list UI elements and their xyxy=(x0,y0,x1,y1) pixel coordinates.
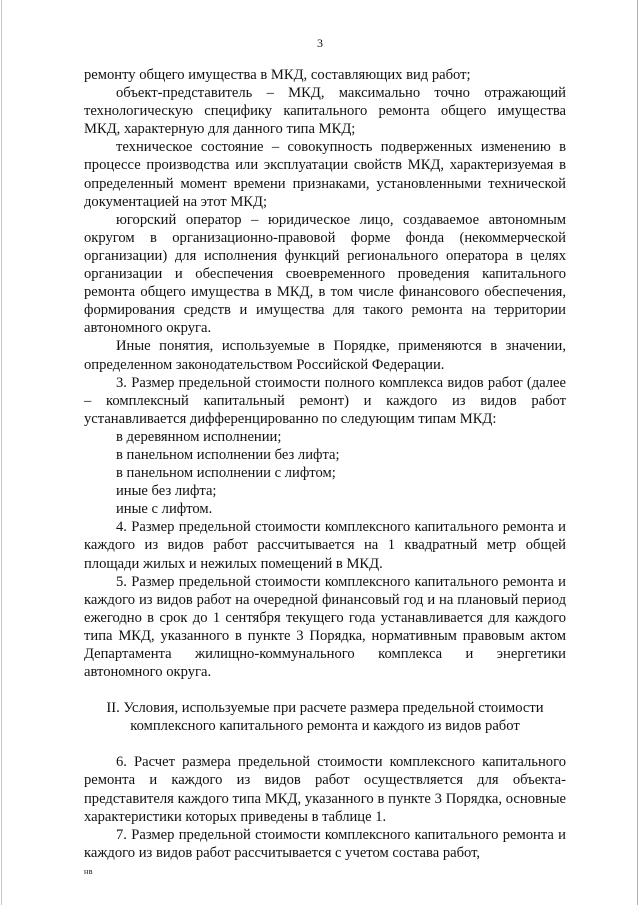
section-heading xyxy=(84,699,566,735)
paragraph: 4. Размер предельной стоимости комплексного капитального ремонта и каждого из видов работ рассчитывается на 1 квадратный метр общей площади жилых и нежилых помещений в МКД. xyxy=(84,519,566,572)
page-edge-left xyxy=(1,0,2,905)
paragraph: 5. Размер предельной стоимости комплексного капитального ремонта и каждого из видов работ на очередной финансовый год и на плановый период ежегодно в срок до 1 сентября текущего года устанавливается для каждого типа МКД, указанного в пункте 3 Порядка, нормативным правовым актом Департамента жилищно-коммунального комплекса и энергетики автономного округа. xyxy=(84,573,566,681)
paragraph: Иные понятия, используемые в Порядке, применяются в значении, определенном законодательством Российской Федерации. xyxy=(84,338,566,373)
paragraph: югорский оператор – юридическое лицо, создаваемое автономным округом в организационно-правовой форме фонда (некоммерческой организации) для исполнения функций регионального оператора в целях организации и обеспечения своевременного проведения капитального ремонта общего имущества в МКД, в том числе финансового обеспечения, формирования средств и имущества для такого ремонта на территории автономного округа. xyxy=(84,211,566,337)
paragraph-group-conditions xyxy=(84,753,566,862)
paragraph: техническое состояние – совокупность подверженных изменению в процессе производства или эксплуатации свойств МКД, характеризуемая в определенный момент времени признаками, установленными технической документацией на этот МКД; xyxy=(84,139,566,210)
page-edge-right xyxy=(637,0,638,905)
footer-initials: нв xyxy=(84,867,94,876)
spacer xyxy=(84,735,566,753)
list-item: в панельном исполнении без лифта; xyxy=(116,446,340,463)
paragraph: 6. Расчет размера предельной стоимости комплексного капитального ремонта и каждого из видов работ осуществляется для объекта-представителя каждого типа МКД, указанного в пункте 3 Порядка, основные характеристики которых приведены в таблице 1. xyxy=(84,754,566,825)
section-heading-line-1: II. Условия, используемые при расчете размера предельной стоимости xyxy=(106,700,544,717)
spacer xyxy=(84,681,566,699)
paragraph: ремонту общего имущества в МКД, составляющих вид работ; xyxy=(84,67,471,83)
list-item: иные без лифта; xyxy=(116,483,217,500)
paragraph: объект-представитель – МКД, максимально точно отражающий технологическую специфику капитального ремонта общего имущества МКД, характерную для данного типа МКД; xyxy=(84,85,566,138)
paragraph-group-definitions xyxy=(84,66,566,681)
list-item: иные с лифтом. xyxy=(116,501,213,518)
paragraph: 3. Размер предельной стоимости полного комплекса видов работ (далее – комплексный капитальный ремонт) и каждого из видов работ устанавливается дифференцированно по следующим типам МКД: xyxy=(84,374,566,427)
paragraph: 7. Размер предельной стоимости комплексного капитального ремонта и каждого из видов работ рассчитывается с учетом состава работ, xyxy=(84,826,566,861)
list-item: в панельном исполнении с лифтом; xyxy=(116,465,336,482)
section-heading-line-2: комплексного капитального ремонта и каждого из видов работ xyxy=(130,718,520,735)
document-body xyxy=(84,66,566,862)
page-number: 3 xyxy=(317,36,323,50)
list-item: в деревянном исполнении; xyxy=(116,428,282,445)
